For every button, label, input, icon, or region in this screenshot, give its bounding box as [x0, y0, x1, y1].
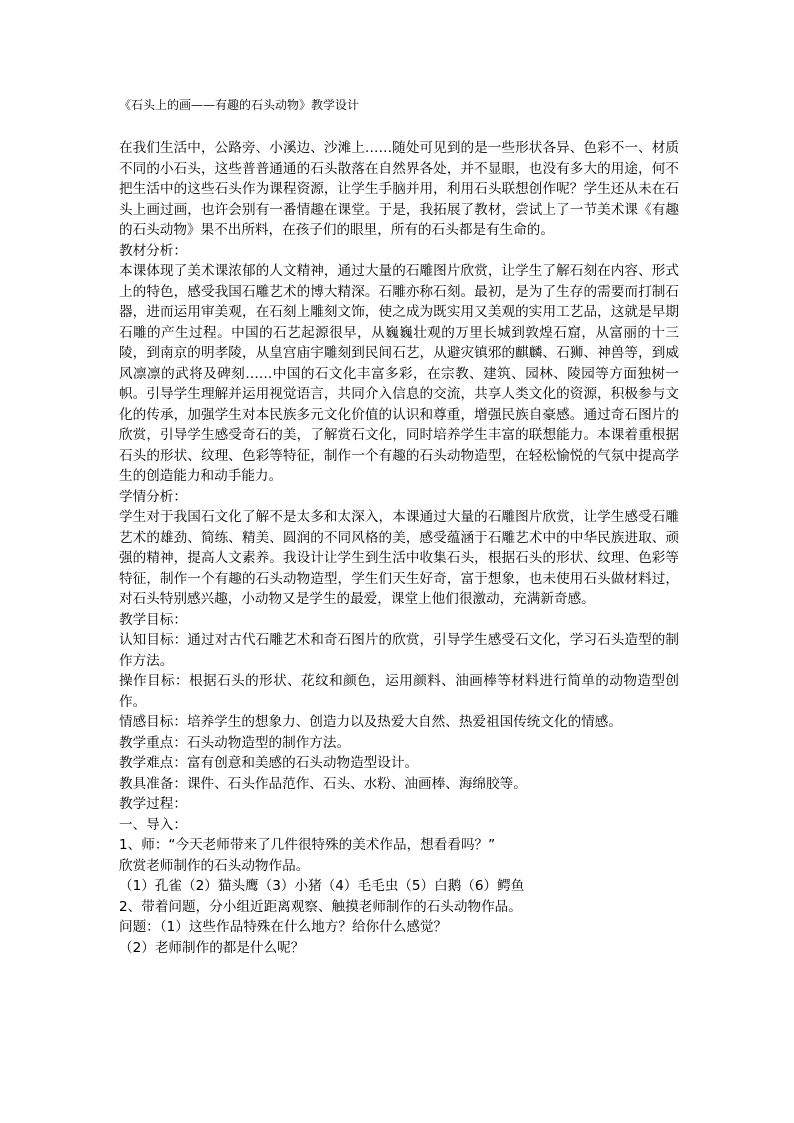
document-body [119, 138, 679, 958]
process-line-4: 2、带着问题，分小组近距离观察、触摸老师制作的石头动物作品。 [119, 898, 522, 915]
section-heading-student-analysis: 学情分析： [119, 488, 187, 505]
section-heading-teaching-goals: 教学目标： [119, 611, 187, 628]
intro-paragraph: 在我们生活中，公路旁、小溪边、沙滩上……随处可见到的是一些形状各异、色彩不一、材质不同的小石头，这些普普通通的石头散落在自然界各处，并不显眼，也没有多大的用途，何不把生活中的这些石头作为课程资源，让学生手脑并用，利用石头联想创作呢？学生还从未在石头上画过画，也许会别有一番情趣在课堂。于是，我拓展了教材，尝试上了一节美术课《有趣的石头动物》果不出所料，在孩子们的眼里，所有的石头都是有生命的。 [119, 140, 679, 238]
section-heading-textbook-analysis: 教材分析： [119, 242, 187, 259]
process-line-6: （2）老师制作的都是什么呢？ [119, 939, 305, 956]
textbook-analysis-paragraph: 本课体现了美术课浓郁的人文精神，通过大量的石雕图片欣赏，让学生了解石刻在内容、形式上的特色，感受我国石雕艺术的博大精深。石雕亦称石刻。最初，是为了生存的需要而打制石器，进而运用审美观，在石刻上雕刻文饰，使之成为既实用又美观的实用工艺品，这就是早期石雕的产生过程。中国的石艺起源很早，从巍巍壮观的万里长城到敦煌石窟，从富丽的十三陵，到南京的明孝陵，从皇宫庙宇雕刻到民间石艺，从避灾镇邪的麒麟、石狮、神兽等，到威风凛凛的武将及碑刻……中国的石文化丰富多彩，在宗教、建筑、园林、陵园等方面独树一帜。引导学生理解并运用视觉语言，共同介入信息的交流，共享人类文化的资源，积极参与文化的传承，加强学生对本民族多元文化价值的认识和尊重，增强民族自豪感。通过奇石图片的欣赏，引导学生感受奇石的美，了解赏石文化，同时培养学生丰富的联想能力。本课着重根据石头的形状、纹理、色彩等特征，制作一个有趣的石头动物造型，在轻松愉悦的气氛中提高学生的创造能力和动手能力。 [119, 263, 679, 484]
operation-goal: 操作目标：根据石头的形状、花纹和颜色，运用颜料、油画棒等材料进行简单的动物造型创作。 [119, 673, 679, 710]
process-line-5: 问题：（1）这些作品特殊在什么地方？给你什么感觉？ [119, 919, 448, 935]
teaching-key-point: 教学重点：石头动物造型的制作方法。 [119, 734, 351, 751]
cognitive-goal: 认知目标：通过对古代石雕艺术和奇石图片的欣赏，引导学生感受石文化，学习石头造型的制作方法。 [119, 632, 679, 669]
process-step-intro: 一、导入： [119, 816, 187, 833]
section-heading-teaching-process: 教学过程： [119, 796, 187, 812]
emotion-goal: 情感目标：培养学生的想象力、创造力以及热爱大自然、热爱祖国传统文化的情感。 [119, 714, 622, 730]
document-title: 《石头上的画——有趣的石头动物》教学设计 [119, 98, 360, 112]
process-line-1: 1、师：“今天老师带来了几件很特殊的美术作品，想看看吗？” [119, 837, 496, 853]
document-page [119, 98, 679, 958]
student-analysis-paragraph: 学生对于我国石文化了解不是太多和太深入，本课通过大量的石雕图片欣赏，让学生感受石雕艺术的雄劲、简练、精美、圆润的不同风格的美，感受蕴涵于石雕艺术中的中华民族进取、顽强的精神，提高人文素养。我设计让学生到生活中收集石头，根据石头的形状、纹理、色彩等特征，制作一个有趣的石头动物造型，学生们天生好奇，富于想象，也未使用石头做材料过，对石头特别感兴趣，小动物又是学生的最爱，课堂上他们很激动，充满新奇感。 [119, 509, 679, 607]
process-line-3: （1）孔雀（2）猫头鹰（3）小猪（4）毛毛虫（5）白鹅（6）鳄鱼 [119, 878, 525, 894]
teaching-difficulty: 教学难点：富有创意和美感的石头动物造型设计。 [119, 755, 419, 771]
process-line-2: 欣赏老师制作的石头动物作品。 [119, 857, 310, 874]
teaching-materials: 教具准备：课件、石头作品范作、石头、水粉、油画棒、海绵胶等。 [119, 775, 527, 792]
